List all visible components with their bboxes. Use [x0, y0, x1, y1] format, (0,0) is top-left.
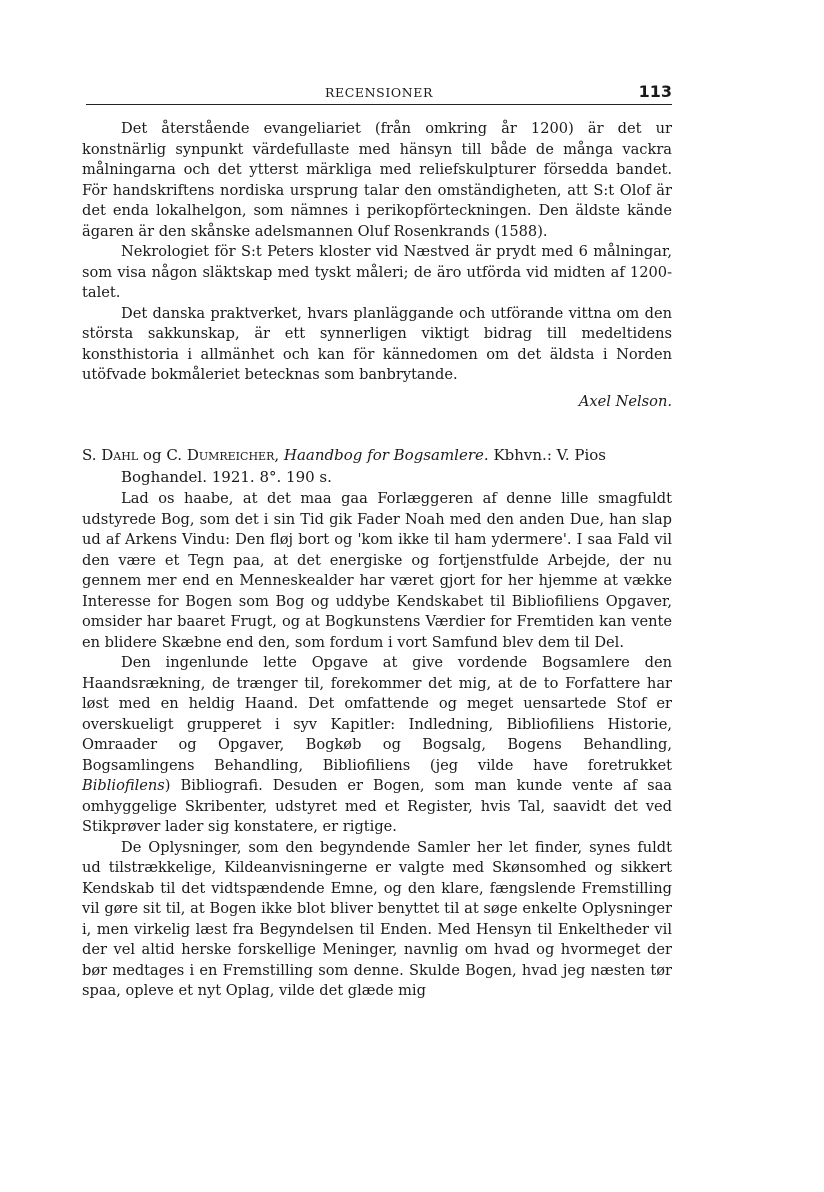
paragraph: Det danska praktverket, hvars planläggande och utförande vittna om den största sakkunskap, är ett synnerligen viktigt bidrag till medeltidens konsthistoria i allmänhet och kan för kännedomen om det äldsta i Norden utöfvade bokmåleriet betecknas som banbrytande. — [82, 304, 672, 383]
page-number: 113 — [638, 82, 672, 101]
reviewer-signature: Axel Nelson. — [578, 392, 672, 410]
entry-line-2: Boghandel. 1921. 8°. 190 s. — [121, 468, 332, 486]
italic-term: Bibliofilens — [82, 777, 165, 794]
running-head: RECENSIONER — [325, 85, 433, 100]
page-header — [86, 84, 672, 105]
entry-conjunction: og C. — [138, 446, 187, 464]
author-name: Dumreicher — [186, 446, 275, 464]
paragraph: Nekrologiet för S:t Peters kloster vid Næstved är prydt med 6 målningar, som visa någon släktskap med tyskt måleri; de äro utförda vid midten af 1200-talet. — [82, 243, 672, 301]
book-title: Haandbog for Bogsamlere — [283, 446, 484, 464]
bibliographic-entry — [82, 444, 672, 488]
author-name: Dahl — [101, 446, 139, 464]
paragraph-text: Den ingenlunde lette Opgave at give vordende Bogsamlere den Haandsrækning, de trænger til, forekommer det mig, at de to Forfattere har løst med en heldig Haand. Det omfattende og meget uensartede Stof er overskueligt grupperet i syv Kapitler: Indledning, Bibliofiliens Historie, Omraader og Opgaver, Bogkøb og Bogsalg, Bogens Behandling, Bogsamlingens Behandling, Bibliofiliens (jeg vilde have foretrukket — [82, 654, 672, 774]
paragraph-text: ) Bibliografi. Desuden er Bogen, som man kunde vente af saa omhyggelige Skribenter, udstyret med et Register, hvis Tal, saavidt det ved Stikprøver lader sig konstatere, er rigtige. — [82, 777, 672, 835]
review-dahl-dumreicher — [82, 489, 672, 1002]
author-initial: S. — [82, 446, 102, 464]
entry-separator: , — [274, 446, 284, 464]
paragraph: De Oplysninger, som den begyndende Samler her let finder, synes fuldt ud tilstrækkelige, Kildeanvisningerne er valgte med Skønsomhed og sikkert Kendskab til det vidtspændende Emne, og den klare, fængslende Fremstilling vil gøre sit til, at Bogen ikke blot bliver benyttet til at søge enkelte Oplysninger i, men virkelig læst fra Begyndelsen til Enden. Med Hensyn til Enkeltheder vil der vel altid herske forskellige Meninger, navnlig om hvad og hvormeget der bør medtages i en Fremstilling som denne. Skulde Bogen, hvad jeg næsten tør spaa, opleve et nyt Oplag, vilde det glæde mig — [82, 838, 672, 999]
review-nelson — [82, 119, 672, 412]
paragraph — [82, 653, 672, 838]
paragraph: Lad os haabe, at det maa gaa Forlæggeren af denne lille smagfuldt udstyrede Bog, som det i sin Tid gik Fader Noah med den anden Due, han slap ud af Arkens Vindu: Den fløj bort og 'kom ikke til ham ydermere'. I saa Fald vil den være et Tegn paa, at det energiske og fortjenstfulde Arbejde, der nu gennem mer end en Menneskealder har været gjort for her hjemme at vække Interesse for Bogen som Bog og uddybe Kendskabet til Bibliofiliens Opgaver, omsider har baaret Frugt, og at Bogkunstens Værdier for Fremtiden kan vente en blidere Skæbne end den, som fordum i vort Samfund blev dem til Del. — [82, 490, 672, 651]
paragraph: Det återstående evangeliariet (från omkring år 1200) är det ur konstnärlig synpunkt värdefullaste med hänsyn till både de många vackra målningarna och det ytterst märkliga med reliefskulpturer försedda bandet. För handskriftens nordiska ursprung talar den omständigheten, att S:t Olof är det enda lokalhelgon, som nämnes i perikopförteckningen. Den äldste kände ägaren är den skånske adelsmannen Oluf Rosenkrands (1588). — [82, 120, 672, 240]
entry-line-1 — [82, 444, 672, 466]
publisher-info: . Kbhvn.: V. Pios — [483, 446, 607, 464]
